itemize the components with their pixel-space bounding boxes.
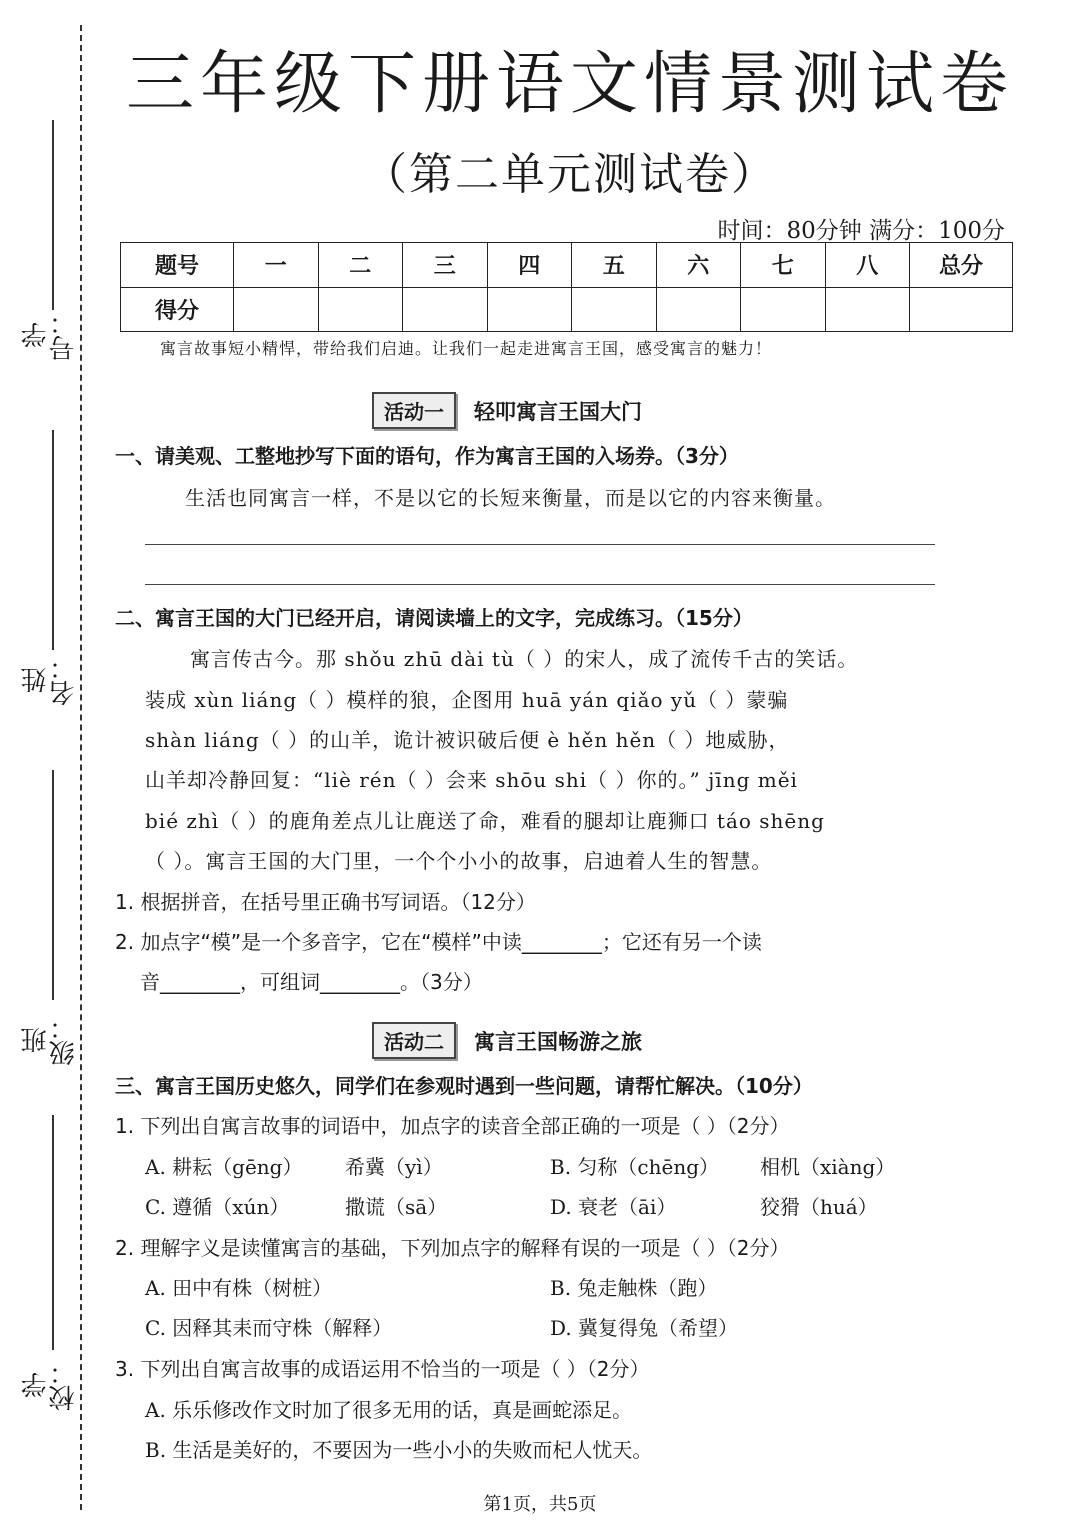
score-input-cell[interactable] <box>825 287 910 332</box>
score-cell: 得分 <box>121 287 234 332</box>
passage-line: 寓言传古今。那 shǒu zhū dài tù（ ）的宋人，成了流传千古的笑话。 <box>190 647 859 671</box>
option[interactable]: C. 遵循（xún） <box>145 1195 290 1219</box>
score-table <box>120 242 1013 332</box>
option[interactable]: A. 乐乐修改作文时加了很多无用的话，真是画蛇添足。 <box>145 1398 633 1422</box>
score-cell: 八 <box>825 243 910 288</box>
page-title: 三年级下册语文情景测试卷 <box>125 45 1014 124</box>
intro-text: 寓言故事短小精悍，带给我们启迪。让我们一起走进寓言王国，感受寓言的魅力！ <box>160 339 773 358</box>
activity-2-tag: 活动二 <box>372 1022 456 1059</box>
class-label: 班级： <box>21 1014 79 1066</box>
score-input-cell[interactable] <box>741 287 826 332</box>
activity-2-title: 寓言王国畅游之旅 <box>474 1029 642 1054</box>
activity-2-header <box>372 1022 642 1059</box>
score-input-cell[interactable] <box>572 287 657 332</box>
question-2-sub-2-cont: 音________，可组词________。（3分） <box>140 970 483 994</box>
option[interactable]: 希冀（yì） <box>345 1155 443 1179</box>
question-3-sub-2: 2. 理解字义是读懂寓言的基础，下列加点字的解释有误的一项是（ ）（2分） <box>115 1236 790 1260</box>
name-line <box>52 430 54 650</box>
question-1-heading: 一、请美观、工整地抄写下面的语句，作为寓言王国的入场券。（3分） <box>115 444 739 468</box>
option[interactable]: B. 兔走触株（跑） <box>550 1276 718 1300</box>
question-1-sentence: 生活也同寓言一样，不是以它的长短来衡量，而是以它的内容来衡量。 <box>185 486 836 510</box>
option[interactable]: A. 田中有株（树桩） <box>145 1276 333 1300</box>
question-2-sub-1: 1. 根据拼音，在括号里正确书写词语。（12分） <box>115 890 536 914</box>
activity-1-header <box>372 392 642 429</box>
question-2-sub-2: 2. 加点字“模”是一个多音字，它在“模样”中读________；它还有另一个读 <box>115 930 762 954</box>
score-cell: 三 <box>403 243 488 288</box>
score-input-cell[interactable] <box>403 287 488 332</box>
name-label: 姓名： <box>21 654 79 706</box>
score-table-header-row <box>121 243 1013 288</box>
score-cell: 六 <box>656 243 741 288</box>
page-subtitle: （第二单元测试卷） <box>363 149 777 200</box>
school-line <box>52 1115 54 1350</box>
option[interactable]: D. 冀复得兔（希望） <box>550 1316 739 1340</box>
class-line <box>52 770 54 1000</box>
score-cell: 二 <box>318 243 403 288</box>
score-table-score-row <box>121 287 1013 332</box>
score-input-cell[interactable] <box>656 287 741 332</box>
question-3-sub-1: 1. 下列出自寓言故事的词语中，加点字的读音全部正确的一项是（ ）（2分） <box>115 1114 790 1138</box>
score-cell: 总分 <box>910 243 1013 288</box>
option[interactable]: C. 因释其耒而守株（解释） <box>145 1316 393 1340</box>
option[interactable]: 相机（xiàng） <box>760 1155 896 1179</box>
question-3-sub-3: 3. 下列出自寓言故事的成语运用不恰当的一项是（ ）（2分） <box>115 1357 650 1381</box>
score-cell: 四 <box>487 243 572 288</box>
score-input-cell[interactable] <box>318 287 403 332</box>
score-cell: 七 <box>741 243 826 288</box>
page-footer: 第1页，共5页 <box>483 1494 597 1515</box>
option[interactable]: B. 匀称（chēng） <box>550 1155 720 1179</box>
option[interactable]: 狡猾（huá） <box>760 1195 878 1219</box>
student-no-label: 学号： <box>21 309 79 361</box>
option[interactable]: D. 衰老（āi） <box>550 1195 677 1219</box>
activity-1-tag: 活动一 <box>372 392 456 429</box>
passage-line: 装成 xùn liáng（ ）模样的狼，企图用 huā yán qiǎo yǔ（ ）蒙骗 <box>145 688 789 712</box>
option[interactable]: B. 生活是美好的，不要因为一些小小的失败而杞人忧天。 <box>145 1438 653 1462</box>
binding-dashed-line <box>80 25 82 1510</box>
copy-line[interactable] <box>145 544 935 545</box>
time-info: 时间：80分钟 满分：100分 <box>717 218 1005 244</box>
score-input-cell[interactable] <box>910 287 1013 332</box>
option[interactable]: 撒谎（sā） <box>345 1195 448 1219</box>
copy-line[interactable] <box>145 584 935 585</box>
question-2-heading: 二、寓言王国的大门已经开启，请阅读墙上的文字，完成练习。（15分） <box>115 606 753 630</box>
passage-line: 山羊却冷静回复：“liè rén（ ）会来 shōu shi（ ）你的。” jīng měi <box>145 768 798 792</box>
passage-line: shàn liáng（ ）的山羊，诡计被识破后便 è hěn hěn（ ）地威胁， <box>145 728 790 752</box>
question-3-heading: 三、寓言王国历史悠久，同学们在参观时遇到一些问题，请帮忙解决。（10分） <box>115 1074 813 1098</box>
score-cell: 五 <box>572 243 657 288</box>
score-input-cell[interactable] <box>234 287 319 332</box>
score-cell: 一 <box>234 243 319 288</box>
school-label: 学校： <box>21 1359 79 1411</box>
score-cell: 题号 <box>121 243 234 288</box>
score-input-cell[interactable] <box>487 287 572 332</box>
passage-line: bié zhì（ ）的鹿角差点儿让鹿送了命，难看的腿却让鹿狮口 táo shēng <box>145 809 825 833</box>
student-no-line <box>52 120 54 310</box>
option[interactable]: A. 耕耘（gēng） <box>145 1155 303 1179</box>
activity-1-title: 轻叩寓言王国大门 <box>474 399 642 424</box>
passage-line: （ ）。寓言王国的大门里，一个个小小的故事，启迪着人生的智慧。 <box>145 849 773 873</box>
